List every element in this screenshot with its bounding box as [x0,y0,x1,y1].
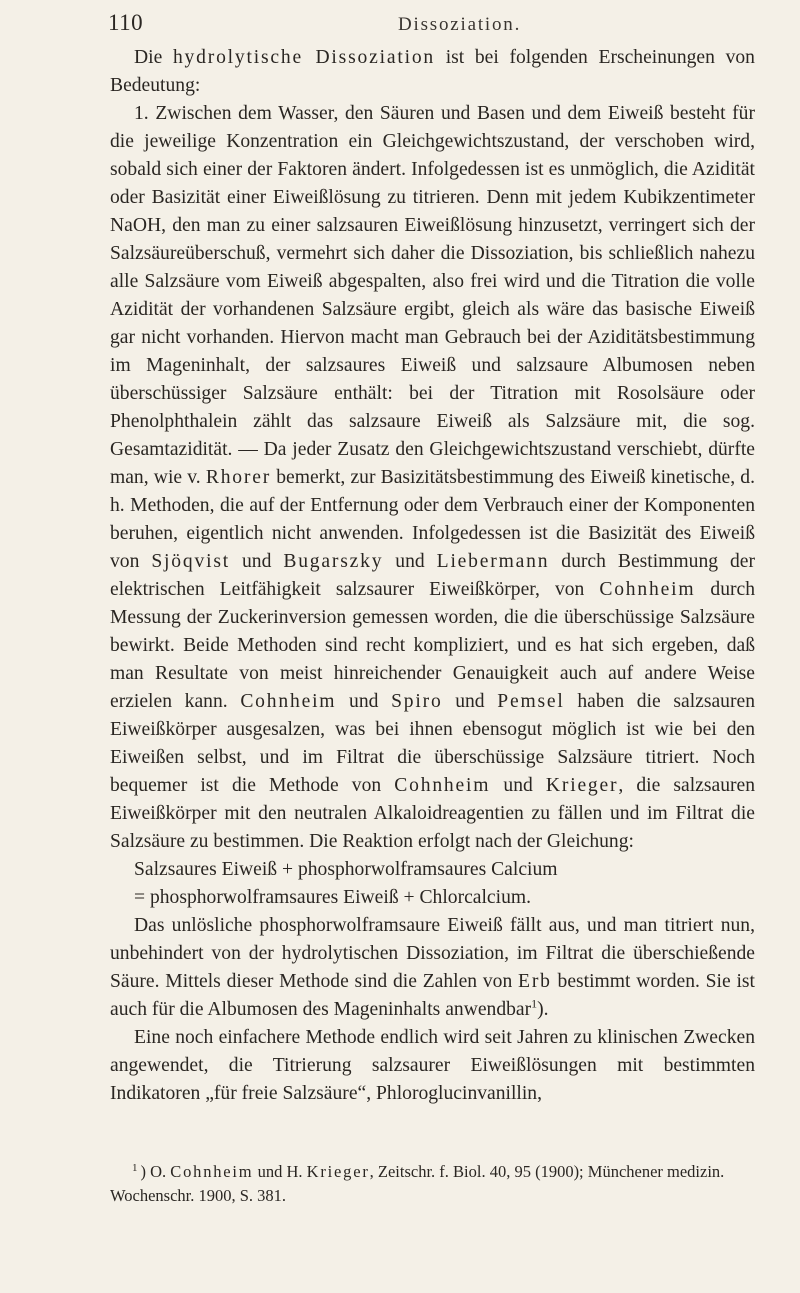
text-run: und [336,691,392,712]
author-name: Spiro [391,691,443,712]
equation-line-2: = phosphorwolframsaures Eiweiß + Chlorcalcium. [134,887,532,908]
author-name: Bugarszky [283,551,384,572]
reaction-equation [110,856,755,912]
footnote-reference[interactable]: 1 [531,996,538,1011]
text-run: und [490,775,546,796]
author-name: Krieger [545,775,619,796]
text-run: Eine noch einfachere Methode endlich wird seit Jahren zu klinischen Zwecken angewendet, die Titrierung salzsaurer Eiweißlösungen mit bestimmten Indikatoren „für freie Salzsäure“, Phloroglucinvanillin, [110,1027,755,1104]
author-name: Cohnheim [599,579,696,600]
paragraph-intro [110,44,755,100]
text-run: Das unlösliche phosphorwolframsaure Eiweiß fällt aus, und man titriert nun, unbehindert von der hydrolytischen Dissoziation, im Filtrat die überschießende Säure. Mittels dieser Methode sind die Zahlen von [110,915,755,992]
page-number: 110 [108,10,144,35]
footnote-mark: 1 [132,1161,138,1174]
text-run: Die [134,47,173,68]
text-run: haben die salzsauren Eiweißkörper ausgesalzen, was bei ihnen ebensogut möglich ist wie bei den Eiweißen selbst, und im Filtrat die überschüssige Salzsäure titriert. Noch bequemer ist die Methode von [110,691,755,796]
text-run: und [442,691,498,712]
author-name: Rhorer [205,467,272,488]
text-run: und H. [253,1162,307,1181]
text-run: und [383,551,437,572]
text-run: , die salzsauren Eiweißkörper mit den neutralen Alkaloidreagentien zu fällen und im Filtrat die Salzsäure zu bestimmen. Die Reaktion erfolgt nach der Gleichung: [110,775,756,852]
author-name: Cohnheim [170,1162,254,1181]
text-run: , Zeitschr. f. Biol. 40, 95 (1900); Münchener medizin. Wochenschr. 1900, S. 381. [110,1162,725,1205]
text-run: bestimmt worden. Sie ist auch für die Albumosen des Mageninhalts anwendbar [110,971,755,1020]
text-run: ist bei folgenden Erscheinungen von Bedeutung: [110,47,755,96]
text-run: durch Bestimmung der elektrischen Leitfähigkeit salzsaurer Eiweißkörper, von [110,551,756,600]
paragraph-3 [110,1024,755,1108]
author-name: Sjöqvist [151,551,231,572]
text-run: und [230,551,284,572]
author-name: Cohnheim [240,691,337,712]
emphasized-term: hydrolytische Dissoziation [172,47,436,68]
running-head: Dissoziation. [398,14,522,35]
text-run: ) O. [140,1162,171,1181]
author-name: Krieger [306,1162,370,1181]
paragraph-2 [110,912,755,1024]
equation-line-1: Salzsaures Eiweiß + phosphorwolframsaures Calcium [134,859,558,880]
author-name: Erb [518,971,552,992]
text-run: bemerkt, zur Basizitätsbestimmung des Eiweiß kinetische, d. h. Methoden, die auf der Entfernung oder dem Verbrauch einer der Komponenten beruhen, eigentlich nicht anwenden. Infolgedessen ist die Basizität des Eiweiß von [110,467,755,572]
text-run: durch Messung der Zuckerinversion gemessen worden, die die überschüssige Salzsäure bewirkt. Beide Methoden sind recht kompliziert, und es hat sich ergeben, daß man Resultate von meist hinreichender Genauigkeit auch auf andere Weise erzielen kann. [110,579,756,712]
footnotes [110,1160,755,1208]
paragraph-1 [110,100,755,856]
body-text [110,44,755,1108]
author-name: Liebermann [436,551,550,572]
text-run: ). [537,999,549,1020]
footnote-1 [110,1160,755,1208]
author-name: Cohnheim [394,775,491,796]
author-name: Pemsel [497,691,565,712]
text-run: 1. Zwischen dem Wasser, den Säuren und Basen und dem Eiweiß besteht für die jeweilige Konzentration ein Gleichgewichtszustand, der verschoben wird, sobald sich einer der Faktoren ändert. Infolgedessen ist es unmöglich, die Azidität oder Basizität einer Eiweißlösung zu titrieren. Denn mit jedem Kubikzentimeter NaOH, den man zu einer salzsauren Eiweißlösung hinzusetzt, verringert sich der Salzsäureüberschuß, vermehrt sich daher die Dissoziation, bis schließlich nahezu alle Salzsäure vom Eiweiß abgespalten, also frei wird und die Titration die volle Azidität der vorhandenen Salzsäure ergibt, gleich als wäre das basische Eiweiß gar nicht vorhanden. Hiervon macht man Gebrauch bei der Aziditätsbestimmung im Mageninhalt, der salzsaures Eiweiß und salzsaure Albumosen neben überschüssiger Salzsäure enthält: bei der Titration mit Rosolsäure oder Phenolphthalein zählt das salzsaure Eiweiß als Salzsäure mit, die sog. Gesamtazidität. — Da jeder Zusatz den Gleichgewichtszustand verschiebt, dürfte man, wie v. [110,103,755,488]
